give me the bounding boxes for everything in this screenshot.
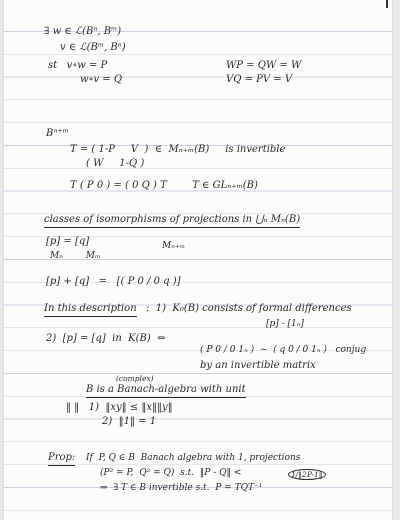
heading-banach-algebra: B is a Banach-algebra with unit bbox=[86, 384, 246, 398]
line-vq-equals: VQ = PV = V bbox=[226, 74, 293, 85]
bound-fraction: 1/‖2P-1‖ bbox=[288, 469, 326, 480]
line-matrix-t: T = ( 1-P V ) ∈ Mₙ₊ₘ(B) is invertible bbox=[70, 144, 286, 155]
line-norm-of-unit: 2) ‖1‖ = 1 bbox=[102, 416, 157, 427]
annotation-complex: (complex) bbox=[116, 374, 154, 383]
line-p-equals-q-in-k: 2) [p] = [q] in K(B) ⇔ bbox=[46, 333, 166, 344]
heading-prop: Prop: bbox=[48, 452, 75, 466]
line-prop-statement: If P, Q ∈ B Banach algebra with 1, projections bbox=[86, 453, 301, 463]
heading-in-this-description: In this description bbox=[44, 303, 137, 317]
line-prop-bound bbox=[288, 469, 326, 481]
line-prop-conclusion: ⇒ ∃ T ∈ B invertible s.t. P = TQT⁻¹ bbox=[100, 483, 263, 493]
page-edge-mark bbox=[386, 0, 388, 8]
line-prop-condition: (P² = P, Q² = Q) s.t. ‖P - Q‖ < bbox=[100, 468, 242, 478]
line-b-n-plus-m: Bⁿ⁺ᵐ bbox=[46, 128, 69, 139]
line-wp-equals: WP = QW = W bbox=[226, 60, 302, 71]
line-k0-formal-differences: : 1) K₀(B) consists of formal differences bbox=[146, 303, 352, 314]
line-p-minus-1n: [p] - [1ₙ] bbox=[266, 319, 304, 329]
line-vw-equals-p: st v∘w = P bbox=[48, 60, 108, 71]
line-p-equals-q: [p] = [q] bbox=[46, 236, 90, 247]
line-matrix-t-row2: ( W 1-Q ) bbox=[86, 158, 145, 169]
notebook-page bbox=[4, 0, 392, 520]
line-m-n-plus-m: Mₙ₊ₘ bbox=[162, 241, 186, 251]
heading-classes-of-isomorphisms: classes of isomorphisms of projections in ⋃ₙ Mₙ(B) bbox=[44, 214, 300, 228]
line-mn-mm: Mₙ Mₘ bbox=[50, 251, 101, 261]
line-norm-submultiplicative: ‖ ‖ 1) ‖xy‖ ≤ ‖x‖‖y‖ bbox=[66, 402, 173, 413]
line-invertible-matrix: by an invertible matrix bbox=[200, 360, 316, 371]
line-exists-w: ∃ w ∈ ℒ(Bⁿ, Bᵐ) bbox=[44, 26, 122, 37]
line-wv-equals-q: w∘v = Q bbox=[80, 74, 123, 85]
line-sum-of-classes: [p] + [q] = [( P 0 / 0 q )] bbox=[46, 276, 181, 287]
line-v-in: v ∈ ℒ(Bᵐ, Bⁿ) bbox=[60, 42, 126, 53]
line-matrix-similarity: ( P 0 / 0 1ₙ ) ~ ( q 0 / 0 1ₙ ) conjug bbox=[200, 345, 367, 355]
line-t-conjugation: T ( P 0 ) = ( 0 Q ) T T ∈ GLₙ₊ₘ(B) bbox=[70, 180, 258, 191]
